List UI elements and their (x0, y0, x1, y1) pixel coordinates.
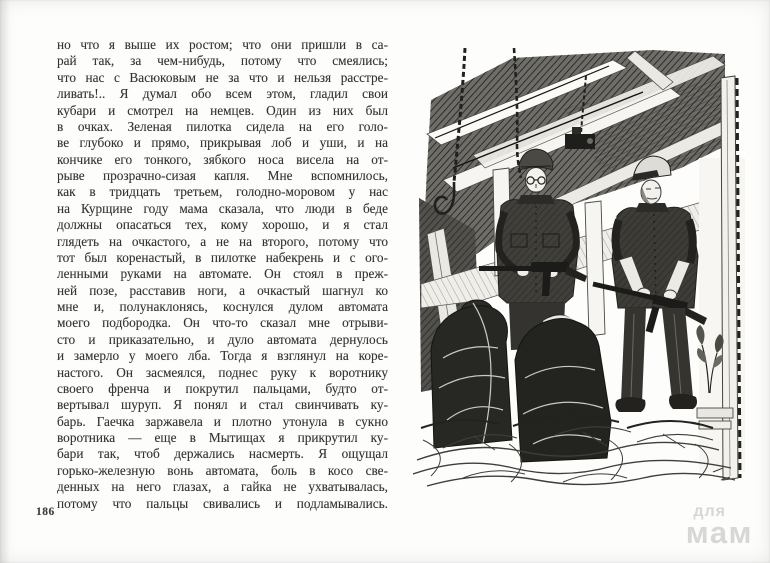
text-line: ленными руками на автомате. Он стоял в преж- (57, 266, 388, 282)
text-line: своего френча и покрутил пальцами, будто от- (57, 380, 388, 396)
text-line: воротника — еще в Мытищах я прикрутил ку- (57, 430, 388, 445)
page-edge-shadow (0, 0, 10, 563)
text-line: в очках. Зеленая пилотка сидела на его голо- (57, 118, 388, 134)
text-line: бари так, чтоб держались насмерть. Я ощущал (57, 446, 388, 462)
text-line: как в тридцать третьем, голодно-моровом у нас (57, 184, 388, 200)
text-line: барь. Гаечка заржавела и плотно утонула в сукно (57, 413, 388, 429)
text-line: вертывал шуруп. Я понял и стал свинчивать ку- (57, 397, 388, 413)
text-line: должны опасаться тех, кому хорошо, и я стал (57, 217, 388, 233)
body-text (57, 37, 388, 512)
text-line: что нас с Васюковым не за что и нельзя расстре- (57, 69, 388, 85)
text-line: потому что пальцы свивались и подламывались. (57, 495, 388, 511)
watermark (685, 503, 753, 550)
text-line: тот был коренастый, в пилотке набекрень и с ого- (57, 249, 388, 265)
text-line: сто и приказательно, и дуло автомата дернулось (57, 331, 388, 347)
illustration-soldiers-in-barn (413, 48, 748, 493)
text-line: и замерло у моего лба. Тогда я взглянул на коре- (57, 348, 388, 364)
text-line: мне и, полунаклонясь, коснулся дулом автомата (57, 299, 388, 314)
text-line: рай так, за чем-нибудь, потому что смеялись; (57, 53, 388, 69)
text-line: моего подбородка. Он что-то сказал мне отрыви- (57, 315, 388, 331)
watermark-line-1: для (693, 503, 726, 520)
page-number: 186 (36, 506, 55, 518)
soldier-bare-arms (593, 156, 707, 412)
text-line: настого. Он засмеялся, поднес руку к воротнику (57, 364, 388, 380)
watermark-line-2: мам (685, 515, 753, 550)
text-line: ней позе, расставив ноги, а очкастый шагнул ко (57, 282, 388, 298)
text-line: денных на него глазах, а гайка не ухватывалась, (57, 479, 388, 495)
text-line: кубари и смотрел на немцев. Один из них был (57, 102, 388, 118)
text-line: рыве прозрачно-сизая капля. Мне вспомнилось, (57, 168, 388, 183)
text-line: горько-железную вонь автомата, боль в косо све- (57, 462, 388, 478)
stall-plank-center (585, 201, 605, 336)
text-line: на Курщине году мама сказала, что люди в беде (57, 200, 388, 216)
text-line: кончике его тонкого, зябкого носа висела на от- (57, 151, 388, 167)
text-line: ве глубоко и прямо, прикрывая лоб и уши, и на (57, 135, 388, 151)
text-line: глядеть на очкастого, а не на второго, потому что (57, 233, 388, 249)
text-line: но что я выше их ростом; что они пришли в са- (57, 37, 388, 52)
text-line: ливать!.. Я думал обо всем этом, гладил свои (57, 86, 388, 102)
